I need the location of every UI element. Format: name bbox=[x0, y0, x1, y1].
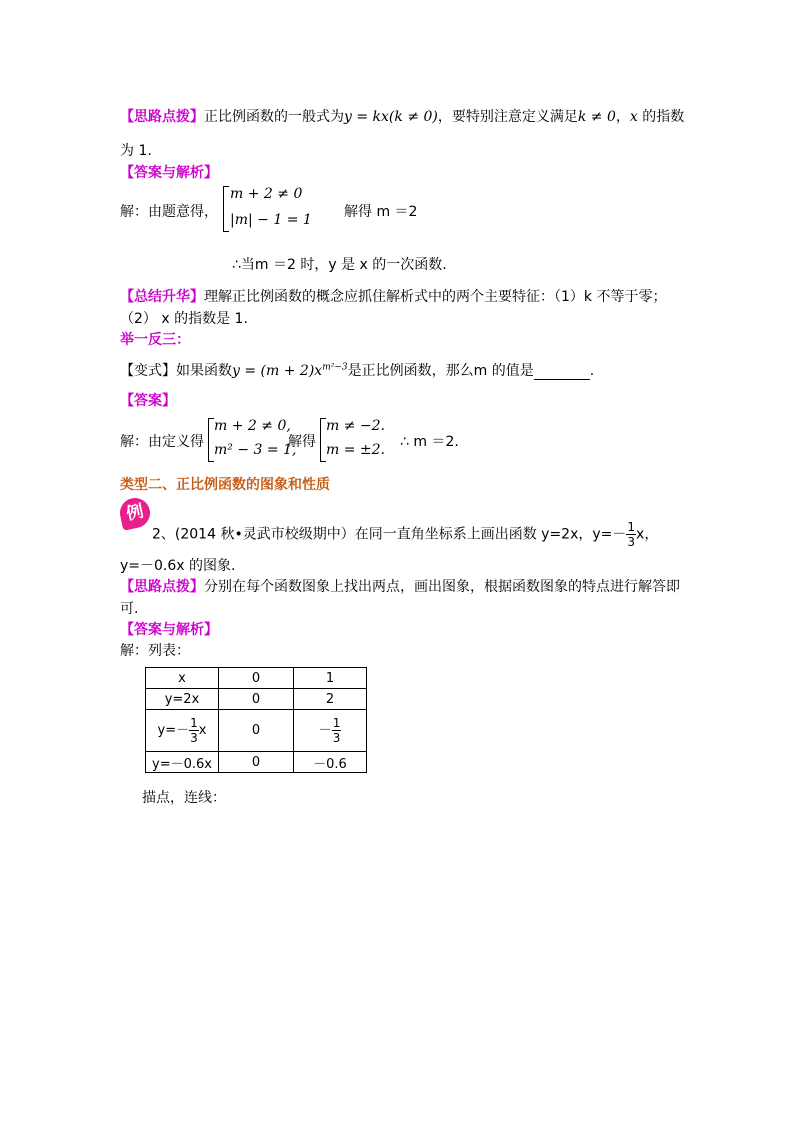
variant-exponent: m²−3 bbox=[322, 362, 348, 373]
fraction-numerator: 1 bbox=[627, 520, 636, 534]
solve-text: 解得 m ＝2 bbox=[344, 204, 418, 220]
answer2-lead: 解：由定义得 bbox=[120, 434, 204, 450]
table-cell: 0 bbox=[219, 689, 294, 710]
equation-5: m ≠ −2. bbox=[326, 418, 385, 434]
table-cell: x bbox=[146, 668, 219, 689]
fraction bbox=[332, 716, 342, 745]
cell-text: － bbox=[318, 723, 332, 738]
fraction-denominator: 3 bbox=[627, 535, 636, 549]
fraction-numerator: 1 bbox=[190, 716, 198, 730]
hint-text: 的指数 bbox=[637, 109, 685, 125]
practice-heading: 举一反三： bbox=[120, 332, 190, 348]
hint2-text: 分别在每个函数图象上找出两点，画出图象，根据函数图象的特点进行解答即 bbox=[204, 579, 680, 595]
fraction bbox=[626, 520, 636, 549]
example-line2: y=－0.6x 的图象. bbox=[120, 558, 236, 574]
hint-text: 正比例函数的一般式为 bbox=[204, 109, 344, 125]
system-brace bbox=[223, 186, 224, 232]
hint2-line2: 可. bbox=[120, 601, 139, 617]
equation-2: |m| − 1 = 1 bbox=[230, 212, 312, 228]
equation-6: m = ±2. bbox=[326, 442, 385, 458]
answer-blank[interactable] bbox=[534, 365, 590, 380]
general-formula: y = kx(k ≠ 0) bbox=[344, 109, 438, 125]
hint2-tag: 【思路点拨】 bbox=[120, 579, 204, 595]
summary-tag: 【总结升华】 bbox=[120, 289, 204, 305]
table-cell: －0.6 bbox=[294, 752, 367, 773]
table-cell: 0 bbox=[219, 668, 294, 689]
answer3-tag: 【答案与解析】 bbox=[120, 622, 218, 638]
variant-text: 如果函数 bbox=[176, 363, 232, 379]
summary-text: 理解正比例函数的概念应抓住解析式中的两个主要特征：（1）k 不等于零； bbox=[204, 289, 667, 305]
variant-question bbox=[120, 360, 594, 380]
variable-x: x bbox=[629, 109, 638, 125]
after-table-text: 描点，连线： bbox=[142, 790, 226, 806]
example-text: 2、(2014 秋•灵武市校级期中）在同一直角坐标系上画出函数 y=2x，y=－ bbox=[152, 526, 627, 543]
answer-lead: 解：由题意得， bbox=[120, 204, 218, 220]
table-cell bbox=[294, 710, 367, 752]
table-cell: 1 bbox=[294, 668, 367, 689]
section-title: 类型二、正比例函数的图象和性质 bbox=[120, 477, 330, 493]
conclusion: ∴当m ＝2 时，y 是 x 的一次函数. bbox=[232, 257, 447, 273]
variant-text: 是正比例函数，那么m 的值是 bbox=[347, 363, 534, 379]
table-cell: 0 bbox=[219, 710, 294, 752]
hint-text: ， bbox=[615, 109, 630, 125]
answer-tag: 【答案与解析】 bbox=[120, 165, 218, 181]
conclusion-2: ∴ m ＝2. bbox=[400, 434, 459, 450]
hint-line2: 为 1. bbox=[120, 143, 152, 159]
fraction-denominator: 3 bbox=[332, 731, 341, 745]
system-brace-2 bbox=[208, 418, 209, 462]
table-cell: 2 bbox=[294, 689, 367, 710]
fraction-denominator: 3 bbox=[190, 731, 198, 745]
answer2-tag: 【答案】 bbox=[120, 393, 176, 409]
hint-paragraph bbox=[120, 106, 684, 126]
hint-tag: 【思路点拨】 bbox=[120, 109, 204, 125]
summary-line2: （2） x 的指数是 1. bbox=[120, 311, 248, 327]
solve-text-2: 解得 bbox=[288, 434, 316, 450]
hint2-line1 bbox=[120, 576, 680, 596]
variant-tag: 【变式】 bbox=[120, 363, 176, 379]
cell-text: y=－ bbox=[157, 723, 190, 738]
equation-1: m + 2 ≠ 0 bbox=[230, 186, 303, 202]
answer3-lead: 解：列表： bbox=[120, 643, 190, 659]
value-table bbox=[145, 667, 367, 773]
table-row bbox=[146, 752, 367, 773]
example-text: x， bbox=[636, 526, 659, 543]
table-cell: y=－0.6x bbox=[146, 752, 219, 773]
table-row bbox=[146, 710, 367, 752]
summary-line1 bbox=[120, 286, 666, 306]
table-row bbox=[146, 668, 367, 689]
table-cell bbox=[146, 710, 219, 752]
table-row bbox=[146, 689, 367, 710]
example-question bbox=[152, 520, 658, 549]
variant-text: . bbox=[589, 363, 595, 379]
variant-formula: y = (m + 2)x bbox=[232, 363, 323, 379]
equation-3: m + 2 ≠ 0, bbox=[214, 418, 291, 434]
fraction bbox=[189, 716, 199, 745]
example-badge: 例 bbox=[117, 495, 153, 531]
cell-text: x bbox=[198, 723, 207, 738]
condition-formula: k ≠ 0 bbox=[577, 109, 616, 125]
equation-4: m² − 3 = 1, bbox=[214, 442, 297, 458]
table-cell: 0 bbox=[219, 752, 294, 773]
table-cell: y=2x bbox=[146, 689, 219, 710]
fraction-numerator: 1 bbox=[332, 716, 341, 730]
system-brace-3 bbox=[320, 418, 321, 462]
hint-text: ，要特别注意定义满足 bbox=[437, 109, 578, 125]
